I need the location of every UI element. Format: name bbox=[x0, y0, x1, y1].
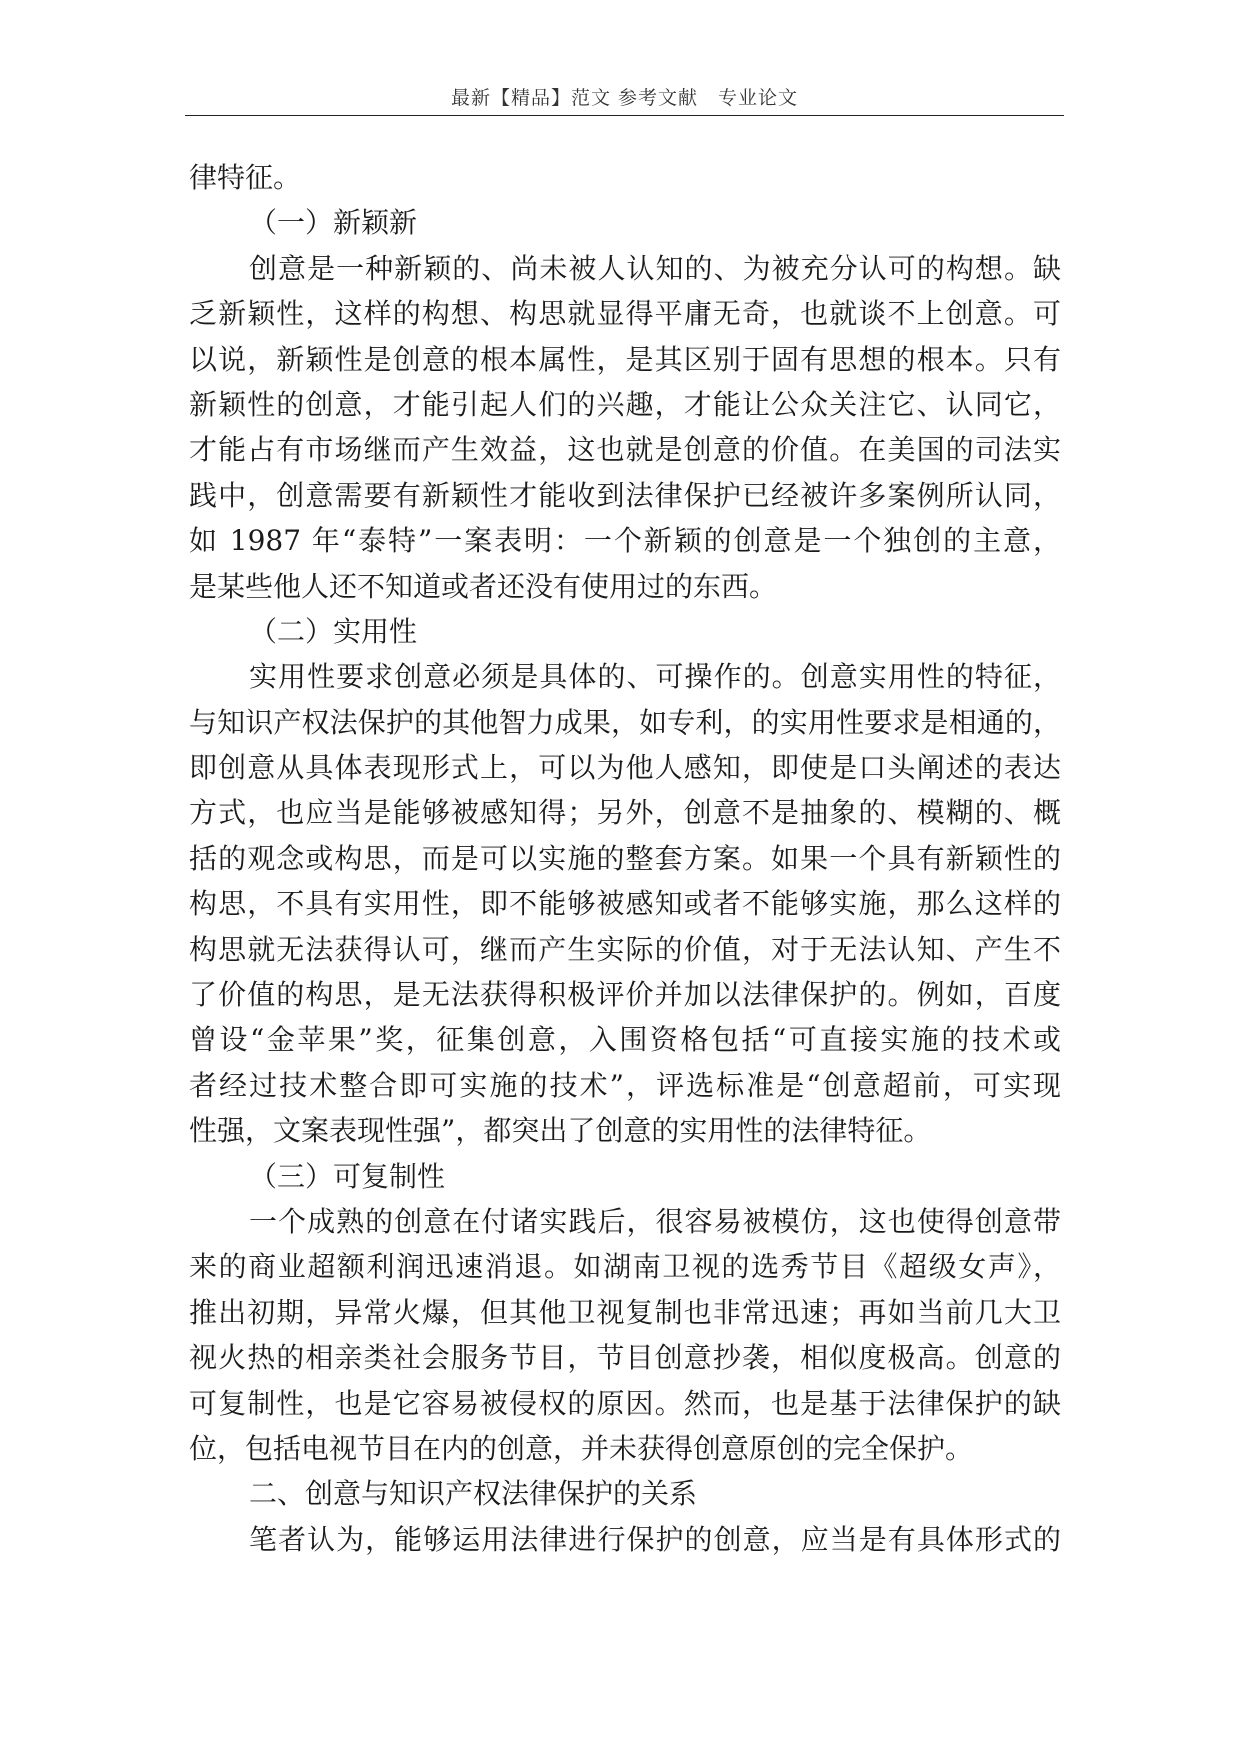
section-heading: （三）可复制性 bbox=[249, 1159, 446, 1193]
paragraph-line: 是某些他人还不知道或者还没有使用过的东西。 bbox=[189, 569, 778, 603]
paragraph-line: 即创意从具体表现形式上，可以为他人感知，即使是口头阐述的表达 bbox=[189, 751, 1061, 785]
paragraph-line: 新颖性的创意，才能引起人们的兴趣，才能让公众关注它、认同它， bbox=[189, 387, 1061, 421]
paragraph-line: 实用性要求创意必须是具体的、可操作的。创意实用性的特征， bbox=[249, 660, 1061, 694]
paragraph-line: 律特征。 bbox=[189, 161, 302, 194]
page-header: 最新【精品】范文 参考文献 专业论文 bbox=[450, 87, 799, 109]
paragraph-line: 创意是一种新颖的、尚未被人认知的、为被充分认可的构想。缺 bbox=[249, 251, 1061, 285]
paragraph-line: 了价值的构思，是无法获得积极评价并加以法律保护的。例如，百度 bbox=[189, 978, 1061, 1012]
document-body bbox=[189, 155, 1061, 1562]
paragraph-line: 可复制性，也是它容易被侵权的原因。然而，也是基于法律保护的缺 bbox=[189, 1386, 1061, 1420]
paragraph-line: 笔者认为，能够运用法律进行保护的创意，应当是有具体形式的 bbox=[249, 1522, 1061, 1556]
paragraph-line: 位，包括电视节目在内的创意，并未获得创意原创的完全保护。 bbox=[189, 1431, 974, 1465]
paragraph-line: 方式，也应当是能够被感知得；另外，创意不是抽象的、模糊的、概 bbox=[189, 796, 1061, 830]
paragraph-line: 践中，创意需要有新颖性才能收到法律保护已经被许多案例所认同， bbox=[189, 478, 1061, 512]
paragraph-line: 推出初期，异常火爆，但其他卫视复制也非常迅速；再如当前几大卫 bbox=[189, 1295, 1061, 1329]
section-heading: 二、创意与知识产权法律保护的关系 bbox=[249, 1477, 698, 1511]
paragraph-line: 乏新颖性，这样的构想、构思就显得平庸无奇，也就谈不上创意。可 bbox=[189, 297, 1061, 331]
paragraph-line: 构思就无法获得认可，继而产生实际的价值，对于无法认知、产生不 bbox=[189, 932, 1061, 966]
paragraph-line: 来的商业超额利润迅速消退。如湖南卫视的选秀节目《超级女声》， bbox=[189, 1250, 1061, 1284]
section-heading: （二）实用性 bbox=[249, 614, 418, 648]
paragraph-line: 者经过技术整合即可实施的技术”，评选标准是“创意超前，可实现 bbox=[189, 1068, 1061, 1102]
paragraph-line: 才能占有市场继而产生效益，这也就是创意的价值。在美国的司法实 bbox=[189, 433, 1061, 467]
paragraph-line: 构思，不具有实用性，即不能够被感知或者不能够实施，那么这样的 bbox=[189, 887, 1061, 921]
paragraph-line: 与知识产权法保护的其他智力成果，如专利，的实用性要求是相通的， bbox=[189, 705, 1061, 739]
paragraph-line: 括的观念或构思，而是可以实施的整套方案。如果一个具有新颖性的 bbox=[189, 841, 1061, 875]
paragraph-line: 视火热的相亲类社会服务节目，节目创意抄袭，相似度极高。创意的 bbox=[189, 1341, 1061, 1375]
section-heading: （一）新颖新 bbox=[249, 206, 418, 240]
paragraph-line: 性强，文案表现性强”，都突出了创意的实用性的法律特征。 bbox=[189, 1114, 932, 1148]
paragraph-line: 一个成熟的创意在付诸实践后，很容易被模仿，这也使得创意带 bbox=[249, 1204, 1061, 1238]
paragraph-line: 曾设“金苹果”奖，征集创意，入围资格包括“可直接实施的技术或 bbox=[189, 1023, 1061, 1057]
paragraph-line: 以说，新颖性是创意的根本属性，是其区别于固有思想的根本。只有 bbox=[189, 342, 1061, 376]
paragraph-line: 如 1987 年“泰特”一案表明：一个新颖的创意是一个独创的主意， bbox=[189, 524, 1061, 558]
header-divider bbox=[185, 115, 1064, 116]
